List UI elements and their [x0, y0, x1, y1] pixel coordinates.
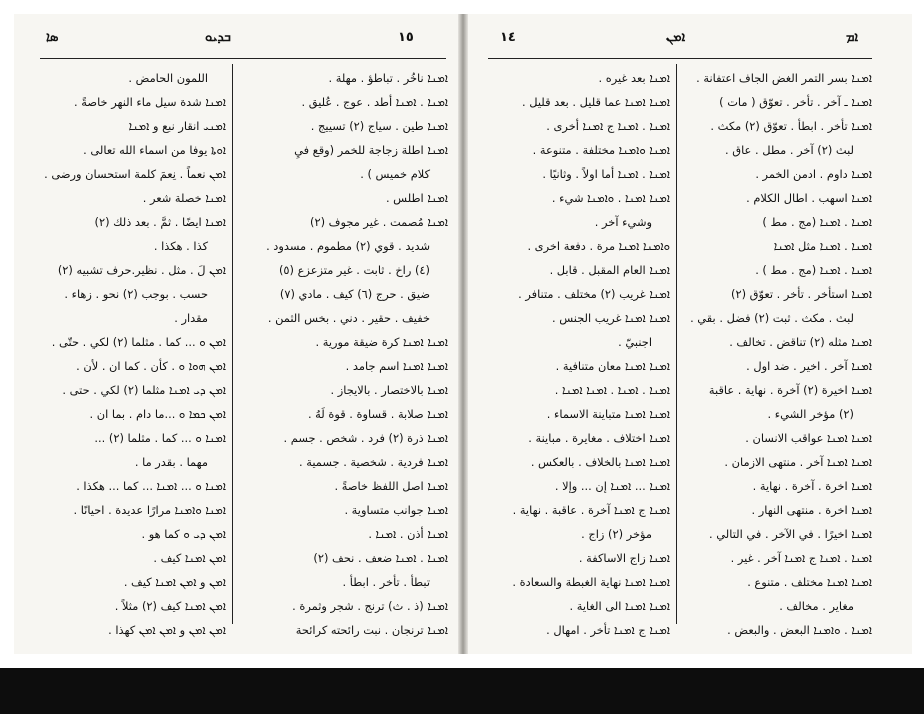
dictionary-entry-line: ܐܡܢܐ ج ܐܡܢܐ آخرة . عاقبة . نهاية .: [512, 503, 670, 517]
dictionary-entry-line: حسب . بوجب (٢) نحو . زهاء .: [64, 287, 208, 301]
dictionary-entry-line: ܐܡܢܐ تأخر . ابطأ . تعوّق (٢) مكث .: [710, 119, 872, 133]
dictionary-entry-line: مقدار .: [174, 311, 208, 325]
dictionary-entry-line: كلام خميس ) .: [360, 167, 430, 181]
dictionary-entry-line: ܐܡܢ و ܐܡܢ ܐܡܢܐ كيف .: [123, 575, 226, 589]
dictionary-entry-line: ܐܡܢܐ ناخُر . تباطؤ . مهلة .: [328, 71, 448, 85]
dictionary-entry-line: ܐܡܢܐ استأخر . تأخر . تعوّق (٢): [731, 287, 872, 301]
dictionary-entry-line: ܐܡܢܐ شدة سيل ماء النهر خاصةً .: [74, 95, 226, 109]
dictionary-entry-line: ܐܡܢܐ ܐܡܢܐ الى الغاية .: [569, 599, 670, 613]
dictionary-entry-line: ܐܡܢܐ ܐܡܢܐ غريب الجنس .: [552, 311, 670, 325]
right-page-inner-column: [486, 66, 670, 637]
dictionary-entry-line: ܐܡܢܐ ايضًا . ثمَّ . بعد ذلك (٢): [94, 215, 226, 229]
dictionary-entry-line: ܐܡܢ ܐܡܢ و ܐܡܢ ܐܡܢ كهذا .: [108, 623, 226, 637]
dictionary-entry-line: ܐܡܢܐ ܘ ... كما . مثلما (٢) ...: [94, 431, 226, 445]
dictionary-entry-line: ܐܡܢ ܕܝ ܘ كما هو .: [141, 527, 226, 541]
dictionary-entry-line: ܐܡܢܐ ܐܡܢܐ متباينة الاسماء .: [546, 407, 670, 421]
dictionary-entry-line: لبث . مكث . ثبت (٢) فضل . بقي .: [690, 311, 854, 325]
dictionary-entry-line: ܐܡܢܐ آخر . اخير . ضد اول .: [746, 359, 872, 373]
dictionary-entry-line: ܐܡܢܐ ܘܐܡܢܐ مرارًا عديدة . احيانًا .: [73, 503, 226, 517]
scan-bottom-border: [0, 668, 924, 714]
dictionary-entry-line: ܐܡܢܐ . ܐܡܢܐ (مج . مط ): [762, 215, 872, 229]
dictionary-entry-line: ܐܡܢܐ اخيرًا . في الآخر . في التالي .: [709, 527, 872, 541]
dictionary-entry-line: ܐܡܢܐ بالاختصار . بالايجاز .: [330, 383, 448, 397]
left-header-word: ܒܕܝܘ: [205, 30, 231, 45]
left-column-divider: [232, 64, 233, 624]
dictionary-entry-line: ܐܡܢ ܐܡܢܐ كيف .: [153, 551, 226, 565]
dictionary-entry-line: ܐܡܢܐ . ܐܡܢܐ (مج . مط ) .: [755, 263, 872, 277]
dictionary-entry-line: ܐܡܢܐ طين . سياج (٢) تسييج .: [310, 119, 448, 133]
dictionary-entry-line: ܐܡܢ ܘ ... كما . مثلما (٢) لكي . حتّى .: [51, 335, 226, 349]
left-outer-marker: ܣܐ: [46, 30, 59, 45]
dictionary-entry-line: ܐܡܢܐ . ܐܡܢܐ ج ܐܡܢܐ آخر . غير .: [730, 551, 872, 565]
dictionary-entry-line: ܐܡܢ ܐܡܢܐ كيف (٢) مثلاً .: [114, 599, 226, 613]
dictionary-entry-line: اللمون الحامض .: [128, 71, 208, 85]
dictionary-entry-line: ܐܡܢ ܗܘܐ ܘ . كأن . كما ان . لأن .: [76, 359, 226, 373]
dictionary-entry-line: ܐܡܢܐ ܐܡܢܐ نهاية الغبطة والسعادة .: [512, 575, 670, 589]
left-page-number: ١٥: [398, 30, 414, 45]
dictionary-entry-line: ܐܡܢܐ . ܐܡܢܐ أما اولاً . وثانيًا .: [542, 167, 670, 181]
dictionary-entry-line: ܐܡܢܝ انقار نبع و ܐܡܢܐ: [128, 119, 226, 133]
dictionary-entry-line: ܐܡܢܐ ... ܐܡܢܐ إن ... وإلا .: [554, 479, 670, 493]
dictionary-entry-line: لبث (٢) آخر . مطل . عاق .: [725, 143, 854, 157]
dictionary-entry-line: ܐܡܢܐ ܐܡܢܐ معان متنافية .: [555, 359, 670, 373]
dictionary-entry-line: ܐܡܢܐ بسر التمر الغض الجاف اعتفانة .: [696, 71, 872, 85]
dictionary-entry-line: ܐܡܢܐ . ܘܐܡܢܐ البعض . والبعض .: [727, 623, 872, 637]
dictionary-entry-line: ܐܡܢܐ مثله (٢) تناقض . تخالف .: [729, 335, 872, 349]
dictionary-entry-line: ܐܡܢܐ . ܐܡܢܐ . ܐܡܢܐ ܐܡܢܐ .: [554, 383, 670, 397]
dictionary-entry-line: ܐܡܢܐ مُصمت . غير مجوف (٢): [310, 215, 448, 229]
dictionary-entry-line: اجنبيّ .: [618, 335, 652, 349]
dictionary-entry-line: ܐܡܢ لَ . مثل . نظير.حرف تشبيه (٢): [57, 263, 226, 277]
dictionary-entry-line: ܐܡܢܐ . ܐܡܢܐ مثل ܐܡܢܐ: [773, 239, 872, 253]
dictionary-entry-line: ܐܡܢܐ اطلة زجاجة للخمر (وقع فيِ: [294, 143, 448, 157]
dictionary-entry-line: كذا . هكذا .: [153, 239, 208, 253]
dictionary-entry-line: مهما . بقدر ما .: [134, 455, 208, 469]
dictionary-entry-line: ܐܡܢܐ ܐܡܢܐ بالخلاف . بالعكس .: [530, 455, 670, 469]
dictionary-entry-line: ܐܡܢܐ ܐܡܢܐ آخر . منتهى الازمان .: [724, 455, 872, 469]
dictionary-entry-line: ܐܡܢܐ خصلة شعر .: [142, 191, 226, 205]
dictionary-entry-line: ܐܡܢܐ اخرة . منتهى النهار .: [751, 503, 872, 517]
dictionary-entry-line: ܐܡܢܐ ܐܡܢܐ اسم جامد .: [345, 359, 448, 373]
dictionary-entry-line: وشيء آخر .: [594, 215, 652, 229]
dictionary-entry-line: ܐܡܢܐ اسهب . اطال الكلام .: [746, 191, 872, 205]
dictionary-entry-line: تبطأ . تأخر . ابطأ .: [342, 575, 430, 589]
dictionary-entry-line: شديد . قوي (٢) مطموم . مسدود .: [266, 239, 430, 253]
dictionary-entry-line: ضيق . حرج (٦) كيف . مادي (٧): [279, 287, 430, 301]
dictionary-entry-line: مؤخر (٢) زاج .: [581, 527, 652, 541]
dictionary-entry-line: ܐܡܢܐ غريب (٢) مختلف . متنافر .: [518, 287, 670, 301]
dictionary-entry-line: ܐܡܢ نعماً . نِعمَ كلمة استحسان ورضى .: [44, 167, 226, 181]
dictionary-entry-line: خفيف . حقير . دني . بخس الثمن .: [267, 311, 430, 325]
right-header-rule: [488, 58, 872, 59]
left-page-inner-column: [238, 66, 448, 637]
dictionary-entry-line: ܐܡܢܐ اخرة . آخرة . نهاية .: [752, 479, 872, 493]
dictionary-entry-line: ܐܡܢܐ اصل اللفظ خاصةً .: [334, 479, 448, 493]
dictionary-entry-line: ܐܡܢܐ العام المقبل . قابل .: [549, 263, 670, 277]
right-header-word: ܐܡܢ: [666, 30, 686, 45]
dictionary-entry-line: ܐܡܢܐ فردية . شخصية . جسمية .: [299, 455, 448, 469]
dictionary-entry-line: ܐܡܢܐ اخيرة (٢) آخرة . نهاية . عاقبة: [708, 383, 872, 397]
left-header-rule: [40, 58, 446, 59]
dictionary-entry-line: ܐܡܢܐ ܐܡܢܐ كرة ضيقة مورية .: [315, 335, 448, 349]
right-column-divider: [676, 64, 677, 624]
dictionary-entry-line: ܐܡܢܐ اطلس .: [385, 191, 448, 205]
dictionary-entry-line: مغاير . مخالف .: [779, 599, 854, 613]
dictionary-entry-line: ܐܡܢܐ . ܐܡܢܐ ج ܐܡܢܐ أخرى .: [546, 119, 670, 133]
dictionary-entry-line: (٤) راخ . ثابت . غير متزعزع (٥): [278, 263, 430, 277]
dictionary-entry-line: ܐܡܢܐ ܐܡܢܐ عواقب الانسان .: [745, 431, 872, 445]
dictionary-entry-line: ܘܐܡܢܐ ܐܡܢܐ مرة . دفعة اخرى .: [527, 239, 670, 253]
dictionary-entry-line: ܐܡܢ ܕܝ ܐܡܢܐ مثلما (٢) لكي . حتى .: [62, 383, 226, 397]
dictionary-entry-line: ܐܡܢܐ ـ آخر . تأخر . تعوّق ( مات ): [719, 95, 872, 109]
right-page-outer-column: [682, 66, 872, 637]
dictionary-entry-line: (٢) مؤخر الشيء .: [767, 407, 854, 421]
dictionary-entry-line: ܐܡܢܐ صلابة . قساوة . قوة لَهُ .: [307, 407, 448, 421]
dictionary-entry-line: ܐܡܢܐ ج ܐܡܢܐ تأخر . امهال .: [546, 623, 670, 637]
dictionary-entry-line: ܐܡܢ ܟܡܐ ܘ ...ما دام . بما ان .: [89, 407, 226, 421]
dictionary-entry-line: ܐܡܢܐ بعد غيره .: [598, 71, 670, 85]
dictionary-entry-line: ܐܡܢܐ ܘ ... ܐܡܢܐ ... كما ... هكذا .: [76, 479, 226, 493]
dictionary-entry-line: ܐܡܢܐ (ذ . ث) ترنج . شجر وثمرة .: [292, 599, 448, 613]
dictionary-entry-line: ܐܡܢܐ ترنجان . نبت رائحته كرائحة: [295, 623, 448, 637]
dictionary-entry-line: ܐܡܢܐ ܐܡܢܐ . ܘܐܡܢܐ شيء .: [551, 191, 670, 205]
dictionary-entry-line: ܐܡܢܐ داوم . ادمن الخمر .: [755, 167, 872, 181]
dictionary-entry-line: ܐܡܢܐ زاج الاساكفة .: [578, 551, 670, 565]
dictionary-entry-line: ܐܡܢܐ ذرة (٢) فرد . شخص . جسم .: [283, 431, 448, 445]
book-gutter: [458, 14, 468, 654]
dictionary-entry-line: ܐܡܢܐ . ܐܡܢܐ ضعف . نحف (٢): [313, 551, 448, 565]
dictionary-entry-line: ܐܡܢܐ جوانب متساوية .: [344, 503, 448, 517]
left-page-outer-column: [44, 66, 226, 637]
dictionary-entry-line: ܐܡܢܐ . ܐܡܢܐ أطد . عوج . عُليق .: [301, 95, 448, 109]
dictionary-entry-line: ܐܘܬܐ يوفا من اسماء الله تعالى .: [83, 143, 226, 157]
dictionary-entry-line: ܐܡܢܐ اختلاف . مغايرة . مباينة .: [528, 431, 670, 445]
right-outer-marker: ܐܡ: [846, 30, 859, 45]
right-page-number: ١٤: [500, 30, 516, 45]
dictionary-entry-line: ܐܡܢܐ أذن . ܐܡܢܐ .: [368, 527, 448, 541]
dictionary-entry-line: ܐܡܢܐ ܐܡܢܐ عما قليل . بعد قليل .: [522, 95, 670, 109]
dictionary-entry-line: ܐܡܢܐ ܐܡܢܐ مختلف . متنوع .: [747, 575, 872, 589]
dictionary-entry-line: ܐܡܢܐ ܘܐܡܢܐ مختلفة . متنوعة .: [532, 143, 670, 157]
